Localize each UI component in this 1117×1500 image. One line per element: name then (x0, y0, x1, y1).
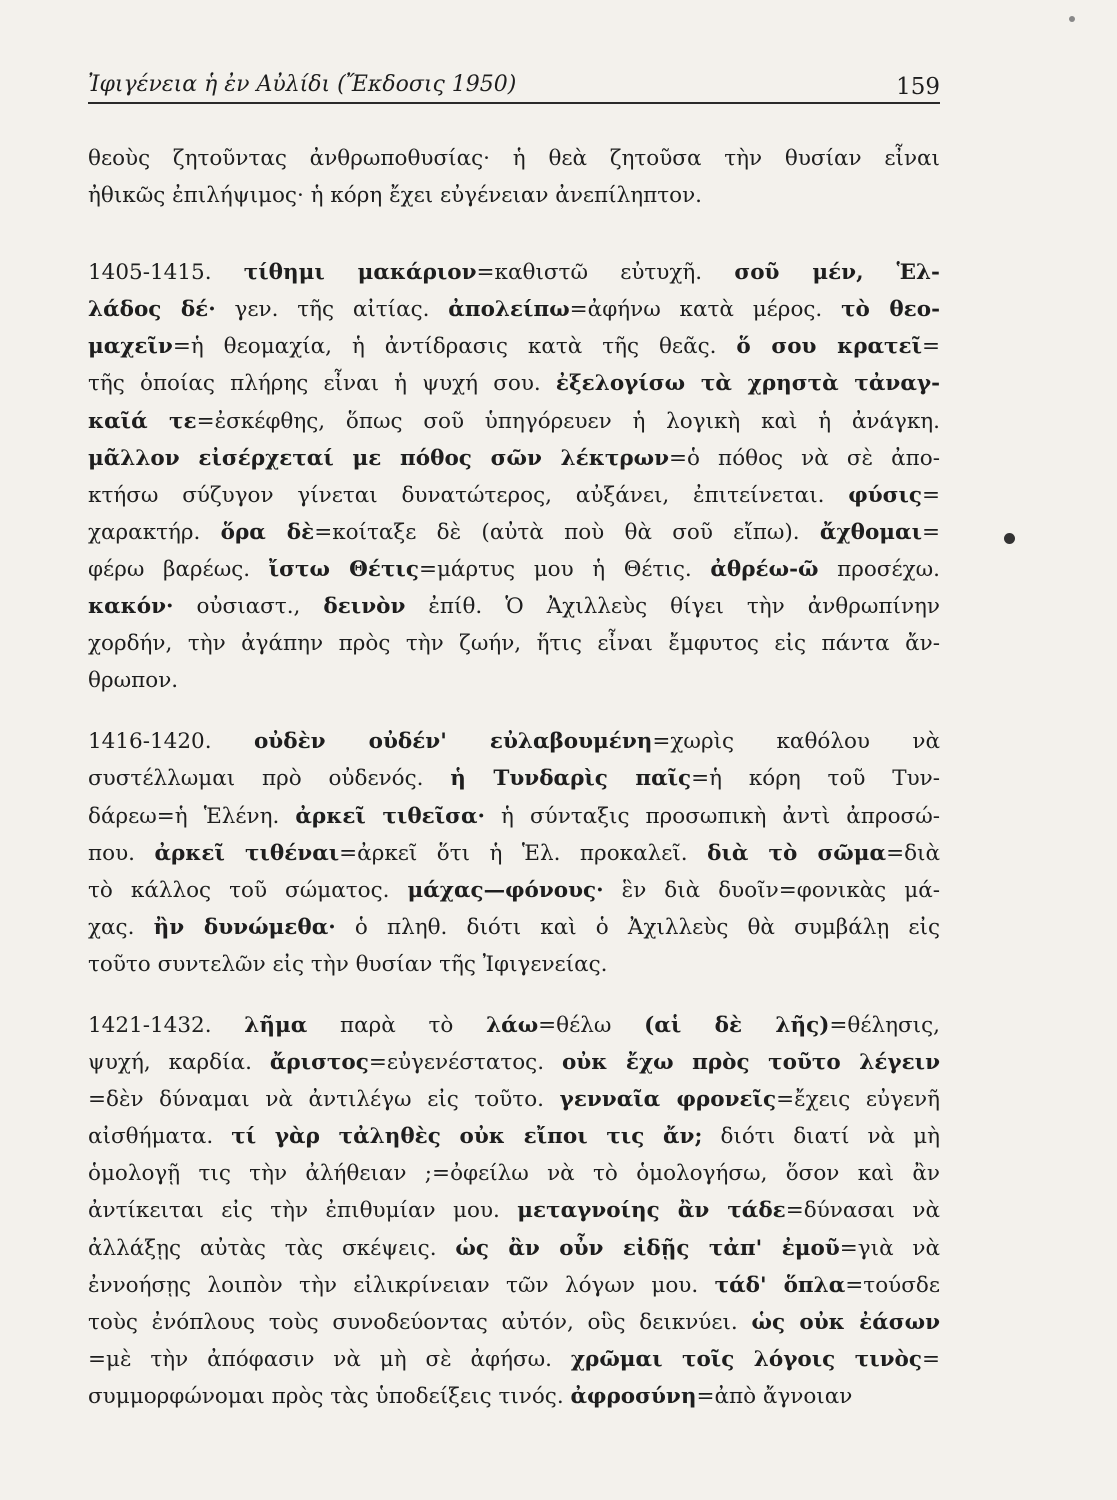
text-line (88, 1304, 940, 1341)
text-line (88, 909, 940, 946)
lemma-term: δεινὸν (323, 594, 406, 620)
text-line (88, 1192, 940, 1229)
paragraph (88, 723, 940, 983)
text-line (88, 254, 940, 291)
gloss-text: 1416-1420. (88, 729, 254, 755)
gloss-text: χορδήν, τὴν ἀγάπην πρὸς τὴν ζωήν, ἥτις εἶναι ἔμφυτος εἰς πάντα ἄν- (88, 631, 940, 657)
lemma-term: καῖά τε (88, 408, 197, 434)
speck-mark (1069, 16, 1075, 22)
text-line (88, 1378, 940, 1415)
bullet-mark (1004, 533, 1015, 544)
gloss-text: οὐσιαστ., (173, 594, 324, 620)
text-line (88, 723, 940, 760)
gloss-text: τοῦτο συντελῶν εἰς τὴν θυσίαν τῆς Ἰφιγενείας. (88, 951, 608, 977)
gloss-text: =μάρτυς μου ἡ Θέτις. (418, 556, 711, 582)
gloss-text: ἐννοήσῃς λοιπὸν τὴν εἰλικρίνειαν τῶν λόγων μου. (88, 1272, 715, 1298)
lemma-term: τίθημι μακάριον (243, 260, 477, 286)
gloss-text: =μὲ τὴν ἀπόφασιν νὰ μὴ σὲ ἀφήσω. (88, 1346, 571, 1372)
lemma-term: ὡς οὐκ ἐάσων (751, 1309, 940, 1335)
gloss-text: ἀντίκειται εἰς τὴν ἐπιθυμίαν μου. (88, 1198, 518, 1224)
gloss-text: =θέλησις, (829, 1012, 940, 1038)
lemma-term: (αἱ δὲ λῆς) (644, 1012, 830, 1038)
lemma-term: μάχας—φόνους· (407, 877, 604, 903)
gloss-text: =δύνασαι νὰ (785, 1198, 940, 1224)
text-line (88, 625, 940, 662)
gloss-text: συστέλλωμαι πρὸ οὐδενός. (88, 766, 451, 792)
gloss-text: 1405-1415. (88, 260, 244, 286)
gloss-text: =καθιστῶ εὐτυχῆ. (476, 260, 735, 286)
gloss-text: διότι διατί νὰ μὴ (702, 1124, 940, 1150)
gloss-text: =δὲν δύναμαι νὰ ἀντιλέγω εἰς τοῦτο. (88, 1087, 560, 1113)
gloss-text: θρωπον. (88, 668, 179, 694)
text-line (88, 1230, 940, 1267)
lemma-term: γενναῖα φρονεῖς (559, 1087, 777, 1113)
text-line (88, 328, 940, 365)
gloss-text: κτήσω σύζυγον γίνεται δυνατώτερος, αὐξάνει, ἐπιτείνεται. (88, 482, 849, 508)
lemma-term: ἀθρέω-ῶ (710, 556, 819, 582)
lemma-term: λῆμα (244, 1012, 308, 1038)
gloss-text: που. (88, 840, 155, 866)
paragraph-gap (88, 699, 940, 723)
lemma-term: ἀρκεῖ τιθεῖσα· (295, 803, 486, 829)
gloss-text: =τούσδε (845, 1272, 940, 1298)
paragraph-gap (88, 983, 940, 1007)
text-line (88, 872, 940, 909)
commentary-body (88, 140, 940, 1415)
gloss-text: ἠθικῶς ἐπιλήψιμος· ἡ κόρη ἔχει εὐγένειαν ἀνεπίληπτον. (88, 183, 702, 209)
gloss-text: =κοίταξε δὲ (αὐτὰ ποὺ θὰ σοῦ εἴπω). (314, 519, 820, 545)
text-line (88, 798, 940, 835)
gloss-text: = (921, 482, 940, 508)
gloss-text: αἰσθήματα. (88, 1124, 232, 1150)
header-title: Ἰφιγένεια ἡ ἐν Αὐλίδι (Ἔκδοσις 1950) (88, 72, 517, 97)
text-line (88, 440, 940, 477)
gloss-text: τῆς ὁποίας πλήρης εἶναι ἡ ψυχή σου. (88, 371, 556, 397)
paragraph-gap (88, 214, 940, 254)
lemma-term: μαχεῖν (88, 334, 173, 360)
lemma-term: οὐκ ἔχω πρὸς τοῦτο λέγειν (561, 1050, 940, 1076)
gloss-text: φέρω βαρέως. (88, 556, 269, 582)
text-line (88, 662, 940, 699)
lemma-term: τάδ' ὅπλα (714, 1272, 846, 1298)
gloss-text: ἀλλάξῃς αὐτὰς τὰς σκέψεις. (88, 1235, 456, 1261)
gloss-text: θεοὺς ζητοῦντας ἀνθρωποθυσίας· ἡ θεὰ ζητοῦσα τὴν θυσίαν εἶναι (88, 146, 940, 171)
lemma-term: ἀπολείπω (448, 297, 570, 323)
lemma-term: ἡ Τυνδαρὶς παῖς (450, 766, 692, 792)
gloss-text: δάρεω=ἡ Ἑλένη. (88, 803, 296, 829)
lemma-term: ἄχθομαι (819, 519, 922, 545)
gloss-text: ἐπίθ. Ὁ Ἀχιλλεὺς θίγει τὴν ἀνθρωπίνην (405, 594, 940, 620)
text-line (88, 1267, 940, 1304)
gloss-text: =θέλω (538, 1012, 645, 1038)
paragraph (88, 140, 940, 214)
gloss-text: ἓν διὰ δυοῖν=φονικὰς μά- (603, 877, 940, 903)
text-line (88, 1341, 940, 1378)
gloss-text: τοὺς ἐνόπλους τοὺς συνοδεύοντας αὐτόν, οὓς δεικνύει. (88, 1309, 752, 1335)
lemma-term: ὅ σου κρατεῖ (736, 334, 922, 360)
gloss-text: = (921, 519, 940, 545)
paragraph (88, 1007, 940, 1415)
gloss-text: ψυχή, καρδία. (88, 1050, 270, 1076)
gloss-text: ὁ πληθ. διότι καὶ ὁ Ἀχιλλεὺς θὰ συμβάλῃ εἰς (335, 914, 941, 940)
lemma-term: ἄριστος (269, 1050, 369, 1076)
text-line (88, 1081, 940, 1118)
gloss-text: =διὰ (886, 840, 940, 866)
text-line (88, 1155, 940, 1192)
gloss-text: =ἡ κόρη τοῦ Τυν- (691, 766, 940, 792)
lemma-term: ἴστω Θέτις (268, 556, 419, 582)
text-line (88, 1007, 940, 1044)
lemma-term: ἀρκεῖ τιθέναι (154, 840, 340, 866)
gloss-text: =χωρὶς καθόλου νὰ (652, 729, 940, 755)
lemma-term: διὰ τὸ σῶμα (707, 840, 887, 866)
text-line (88, 140, 940, 177)
text-line (88, 588, 940, 625)
gloss-text: = (921, 334, 940, 360)
text-line (88, 1044, 940, 1081)
text-line (88, 946, 940, 983)
gloss-text: ἡ σύνταξις προσωπικὴ ἀντὶ ἀπροσώ- (485, 803, 940, 829)
gloss-text: χας. (88, 914, 154, 940)
lemma-term: ἐξελογίσω τὰ χρηστὰ τἀναγ- (555, 371, 941, 397)
lemma-term: τί γὰρ τἀληθὲς οὐκ εἴποι τις ἄν; (231, 1124, 703, 1150)
lemma-term: ἀφροσύνη (570, 1383, 697, 1409)
gloss-text: παρὰ τὸ (307, 1012, 487, 1038)
text-line (88, 477, 940, 514)
lemma-term: ἢν δυνώμεθα· (153, 914, 336, 940)
gloss-text: =ἔχεις εὐγενῆ (776, 1087, 941, 1113)
paragraph (88, 254, 940, 699)
gloss-text: = (921, 1346, 940, 1372)
lemma-term: ὡς ἂν οὖν εἰδῇς τἀπ' ἐμοῦ (455, 1235, 840, 1261)
lemma-term: χρῶμαι τοῖς λόγοις τινὸς (570, 1346, 922, 1372)
running-header (88, 68, 940, 104)
gloss-text: =ἀρκεῖ ὅτι ἡ Ἑλ. προκαλεῖ. (339, 840, 708, 866)
gloss-text: προσέχω. (818, 556, 940, 582)
page-number: 159 (896, 74, 940, 100)
text-line (88, 365, 940, 402)
gloss-text: γεν. τῆς αἰτίας. (215, 297, 449, 323)
gloss-text: 1421-1432. (88, 1012, 245, 1038)
gloss-text: =γιὰ νὰ (839, 1235, 940, 1261)
text-line (88, 760, 940, 797)
text-line (88, 177, 940, 214)
gloss-text: =ἀφήνω κατὰ μέρος. (569, 297, 842, 323)
text-line (88, 551, 940, 588)
lemma-term: λάδος δέ· (88, 297, 216, 323)
lemma-term: σοῦ μέν, Ἑλ- (734, 260, 940, 286)
gloss-text: =ἡ θεομαχία, ἡ ἀντίδρασις κατὰ τῆς θεᾶς. (172, 334, 737, 360)
lemma-term: οὐδὲν οὐδέν' εὐλαβουμένη (253, 729, 653, 755)
gloss-text: ὁμολογῇ τις τὴν ἀλήθειαν ;=ὀφείλω νὰ τὸ ὁμολογήσω, ὅσον καὶ ἂν (88, 1161, 940, 1187)
lemma-term: ὅρα δὲ (220, 519, 315, 545)
gloss-text: τὸ κάλλος τοῦ σώματος. (88, 877, 408, 903)
lemma-term: μεταγνοίης ἂν τάδε (517, 1198, 786, 1224)
gloss-text: συμμορφώνομαι πρὸς τὰς ὑποδείξεις τινός. (88, 1383, 571, 1409)
gloss-text: χαρακτήρ. (88, 519, 221, 545)
lemma-term: φύσις (848, 482, 922, 508)
lemma-term: λάω (486, 1012, 539, 1038)
lemma-term: μᾶλλον εἰσέρχεταί με πόθος σῶν λέκτρων (88, 445, 670, 471)
lemma-term: κακόν· (88, 594, 174, 620)
gloss-text: =ὁ πόθος νὰ σὲ ἀπο- (669, 445, 940, 471)
text-line (88, 403, 940, 440)
text-line (88, 1118, 940, 1155)
gloss-text: =ἐσκέφθης, ὅπως σοῦ ὑπηγόρευεν ἡ λογικὴ καὶ ἡ ἀνάγκη. (196, 408, 940, 434)
text-line (88, 514, 940, 551)
text-line (88, 291, 940, 328)
gloss-text: =εὐγενέστατος. (368, 1050, 562, 1076)
gloss-text: =ἀπὸ ἄγνοιαν (696, 1383, 853, 1409)
lemma-term: τὸ θεο- (841, 297, 940, 323)
text-line (88, 835, 940, 872)
